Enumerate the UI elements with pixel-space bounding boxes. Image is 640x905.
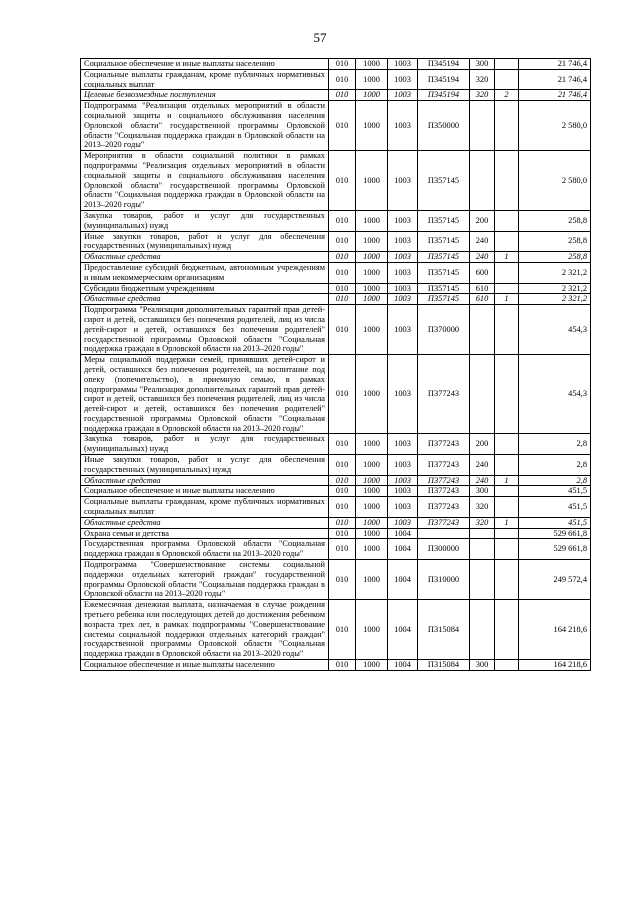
row-funding-source-code xyxy=(495,231,519,252)
row-description: Социальное обеспечение и иные выплаты населению xyxy=(81,59,329,70)
row-expense-type-code: 320 xyxy=(470,497,495,518)
row-description: Целевые безвозмездные поступления xyxy=(81,90,329,101)
row-expense-type-code: 240 xyxy=(470,455,495,476)
row-glava-code: 010 xyxy=(329,660,356,671)
row-description: Областные средства xyxy=(81,252,329,263)
row-razdel-code: 1000 xyxy=(356,294,388,305)
row-razdel-code: 1000 xyxy=(356,69,388,90)
table-row xyxy=(81,101,591,151)
row-target-article-code: П357145 xyxy=(418,231,470,252)
row-funding-source-code xyxy=(495,355,519,434)
row-target-article-code: П357145 xyxy=(418,210,470,231)
row-podrazdel-code: 1003 xyxy=(388,101,418,151)
row-expense-type-code: 200 xyxy=(470,434,495,455)
row-podrazdel-code: 1004 xyxy=(388,600,418,660)
row-expense-type-code: 240 xyxy=(470,231,495,252)
row-target-article-code xyxy=(418,528,470,539)
row-razdel-code: 1000 xyxy=(356,497,388,518)
row-expense-type-code: 320 xyxy=(470,69,495,90)
row-podrazdel-code: 1003 xyxy=(388,455,418,476)
row-expense-type-code xyxy=(470,305,495,355)
row-glava-code: 010 xyxy=(329,497,356,518)
row-funding-source-code xyxy=(495,151,519,211)
row-expense-type-code: 320 xyxy=(470,90,495,101)
row-expense-type-code xyxy=(470,528,495,539)
table-row xyxy=(81,497,591,518)
row-funding-source-code xyxy=(495,101,519,151)
row-funding-source-code: 1 xyxy=(495,252,519,263)
row-funding-source-code: 1 xyxy=(495,517,519,528)
row-glava-code: 010 xyxy=(329,262,356,283)
row-razdel-code: 1000 xyxy=(356,151,388,211)
row-description: Социальные выплаты гражданам, кроме публичных нормативных социальных выплат xyxy=(81,69,329,90)
row-description: Социальное обеспечение и иные выплаты населению xyxy=(81,660,329,671)
row-glava-code: 010 xyxy=(329,475,356,486)
row-razdel-code: 1000 xyxy=(356,101,388,151)
row-target-article-code: П357145 xyxy=(418,262,470,283)
row-description: Областные средства xyxy=(81,517,329,528)
row-expense-type-code: 240 xyxy=(470,252,495,263)
row-description: Областные средства xyxy=(81,475,329,486)
row-target-article-code: П377243 xyxy=(418,355,470,434)
row-glava-code: 010 xyxy=(329,434,356,455)
row-podrazdel-code: 1003 xyxy=(388,283,418,294)
row-razdel-code: 1000 xyxy=(356,600,388,660)
table-row xyxy=(81,600,591,660)
row-glava-code: 010 xyxy=(329,59,356,70)
table-row xyxy=(81,210,591,231)
row-amount: 2 321,2 xyxy=(519,294,591,305)
row-funding-source-code xyxy=(495,455,519,476)
row-funding-source-code xyxy=(495,539,519,560)
row-funding-source-code xyxy=(495,69,519,90)
row-podrazdel-code: 1003 xyxy=(388,517,418,528)
row-description: Подпрограмма "Реализация отдельных мероприятий в области социальной защиты и социального обслуживания населения Орловской области" государственной программы Орловской области "Социальная поддержка граждан в Орловской области на 2013–2020 годы" xyxy=(81,101,329,151)
row-podrazdel-code: 1003 xyxy=(388,231,418,252)
row-razdel-code: 1000 xyxy=(356,210,388,231)
table-row xyxy=(81,486,591,497)
row-razdel-code: 1000 xyxy=(356,517,388,528)
row-podrazdel-code: 1004 xyxy=(388,539,418,560)
row-funding-source-code xyxy=(495,305,519,355)
row-glava-code: 010 xyxy=(329,294,356,305)
row-amount: 164 218,6 xyxy=(519,660,591,671)
row-podrazdel-code: 1003 xyxy=(388,69,418,90)
row-amount: 2 321,2 xyxy=(519,262,591,283)
table-row xyxy=(81,560,591,600)
row-podrazdel-code: 1003 xyxy=(388,497,418,518)
row-razdel-code: 1000 xyxy=(356,283,388,294)
row-amount: 2 580,0 xyxy=(519,151,591,211)
row-target-article-code: П345194 xyxy=(418,90,470,101)
row-razdel-code: 1000 xyxy=(356,252,388,263)
budget-table-body xyxy=(81,59,591,671)
row-podrazdel-code: 1004 xyxy=(388,560,418,600)
row-amount: 2,8 xyxy=(519,434,591,455)
table-row xyxy=(81,475,591,486)
table-row xyxy=(81,294,591,305)
row-podrazdel-code: 1003 xyxy=(388,434,418,455)
row-razdel-code: 1000 xyxy=(356,455,388,476)
row-expense-type-code xyxy=(470,101,495,151)
row-podrazdel-code: 1003 xyxy=(388,355,418,434)
row-expense-type-code: 300 xyxy=(470,660,495,671)
table-row xyxy=(81,305,591,355)
row-glava-code: 010 xyxy=(329,517,356,528)
row-expense-type-code xyxy=(470,600,495,660)
budget-table xyxy=(80,58,591,671)
row-target-article-code: П315084 xyxy=(418,600,470,660)
row-podrazdel-code: 1004 xyxy=(388,660,418,671)
table-row xyxy=(81,262,591,283)
row-description: Закупка товаров, работ и услуг для государственных (муниципальных) нужд xyxy=(81,210,329,231)
row-amount: 529 661,8 xyxy=(519,539,591,560)
row-funding-source-code xyxy=(495,560,519,600)
row-funding-source-code xyxy=(495,59,519,70)
table-row xyxy=(81,69,591,90)
row-funding-source-code: 1 xyxy=(495,294,519,305)
table-row xyxy=(81,252,591,263)
row-razdel-code: 1000 xyxy=(356,355,388,434)
row-razdel-code: 1000 xyxy=(356,262,388,283)
row-amount: 451,5 xyxy=(519,497,591,518)
row-amount: 249 572,4 xyxy=(519,560,591,600)
row-description: Меры социальной поддержки семей, принявших детей-сирот и детей, оставшихся без попечения родителей, на воспитание под опеку (попечительство), в приемную семью, в рамках подпрограммы "Реализация дополнительных гарантий прав детей-сирот и детей, оставшихся без попечения родителей, лиц из числа детей-сирот и детей, оставшихся без попечения родителей" государственной программы Орловской области "Социальная поддержка граждан в Орловской области на 2013–2020 годы" xyxy=(81,355,329,434)
row-podrazdel-code: 1003 xyxy=(388,151,418,211)
row-target-article-code: П310000 xyxy=(418,560,470,600)
row-funding-source-code xyxy=(495,486,519,497)
table-row xyxy=(81,59,591,70)
row-glava-code: 010 xyxy=(329,90,356,101)
row-podrazdel-code: 1003 xyxy=(388,90,418,101)
row-funding-source-code xyxy=(495,497,519,518)
table-row xyxy=(81,528,591,539)
row-expense-type-code: 200 xyxy=(470,210,495,231)
row-funding-source-code xyxy=(495,283,519,294)
row-target-article-code: П377243 xyxy=(418,475,470,486)
row-glava-code: 010 xyxy=(329,252,356,263)
row-podrazdel-code: 1003 xyxy=(388,210,418,231)
row-description: Иные закупки товаров, работ и услуг для обеспечения государственных (муниципальных) нужд xyxy=(81,231,329,252)
row-amount: 454,3 xyxy=(519,305,591,355)
row-description: Субсидии бюджетным учреждениям xyxy=(81,283,329,294)
row-amount: 21 746,4 xyxy=(519,90,591,101)
row-podrazdel-code: 1003 xyxy=(388,305,418,355)
table-row xyxy=(81,434,591,455)
row-expense-type-code: 300 xyxy=(470,59,495,70)
table-row xyxy=(81,539,591,560)
row-amount: 454,3 xyxy=(519,355,591,434)
row-amount: 2,8 xyxy=(519,455,591,476)
row-funding-source-code: 2 xyxy=(495,90,519,101)
row-description: Социальные выплаты гражданам, кроме публичных нормативных социальных выплат xyxy=(81,497,329,518)
row-expense-type-code: 610 xyxy=(470,294,495,305)
row-glava-code: 010 xyxy=(329,455,356,476)
row-amount: 451,5 xyxy=(519,517,591,528)
row-description: Подпрограмма "Совершенствование системы социальной поддержки отдельных категорий граждан" государственной программы Орловской области "Социальная поддержка граждан в Орловской области на 2013–2020 годы" xyxy=(81,560,329,600)
row-expense-type-code xyxy=(470,151,495,211)
row-podrazdel-code: 1003 xyxy=(388,262,418,283)
row-description: Областные средства xyxy=(81,294,329,305)
row-amount: 2,8 xyxy=(519,475,591,486)
row-description: Предоставление субсидий бюджетным, автономным учреждениям и иным некоммерческим организациям xyxy=(81,262,329,283)
row-razdel-code: 1000 xyxy=(356,528,388,539)
row-description: Иные закупки товаров, работ и услуг для обеспечения государственных (муниципальных) нужд xyxy=(81,455,329,476)
row-expense-type-code xyxy=(470,539,495,560)
row-razdel-code: 1000 xyxy=(356,660,388,671)
table-row xyxy=(81,517,591,528)
row-podrazdel-code: 1003 xyxy=(388,252,418,263)
row-glava-code: 010 xyxy=(329,231,356,252)
row-razdel-code: 1000 xyxy=(356,486,388,497)
row-target-article-code: П357145 xyxy=(418,151,470,211)
row-amount: 529 661,8 xyxy=(519,528,591,539)
table-row xyxy=(81,283,591,294)
row-amount: 2 321,2 xyxy=(519,283,591,294)
row-glava-code: 010 xyxy=(329,101,356,151)
row-glava-code: 010 xyxy=(329,539,356,560)
row-funding-source-code: 1 xyxy=(495,475,519,486)
row-target-article-code: П300000 xyxy=(418,539,470,560)
row-amount: 164 218,6 xyxy=(519,600,591,660)
row-glava-code: 010 xyxy=(329,305,356,355)
row-expense-type-code: 320 xyxy=(470,517,495,528)
row-amount: 258,8 xyxy=(519,231,591,252)
row-amount: 451,5 xyxy=(519,486,591,497)
row-description: Государственная программа Орловской области "Социальная поддержка граждан в Орловской области на 2013–2020 годы" xyxy=(81,539,329,560)
row-target-article-code: П357145 xyxy=(418,252,470,263)
table-row xyxy=(81,355,591,434)
row-razdel-code: 1000 xyxy=(356,560,388,600)
row-target-article-code: П345194 xyxy=(418,59,470,70)
row-description: Ежемесячная денежная выплата, назначаемая в случае рождения третьего ребенка или последующих детей до достижения ребенком возраста трех лет, в рамках подпрограммы "Совершенствование системы социальной поддержки отдельных категорий граждан" государственной программы Орловской области "Социальная поддержка граждан в Орловской области на 2013–2020 годы" xyxy=(81,600,329,660)
row-expense-type-code xyxy=(470,355,495,434)
row-target-article-code: П315084 xyxy=(418,660,470,671)
row-razdel-code: 1000 xyxy=(356,90,388,101)
row-target-article-code: П377243 xyxy=(418,517,470,528)
row-razdel-code: 1000 xyxy=(356,59,388,70)
row-amount: 21 746,4 xyxy=(519,69,591,90)
row-razdel-code: 1000 xyxy=(356,475,388,486)
row-funding-source-code xyxy=(495,262,519,283)
row-podrazdel-code: 1004 xyxy=(388,528,418,539)
row-glava-code: 010 xyxy=(329,69,356,90)
row-glava-code: 010 xyxy=(329,283,356,294)
page-number: 57 xyxy=(313,30,327,45)
row-amount: 21 746,4 xyxy=(519,59,591,70)
row-expense-type-code xyxy=(470,560,495,600)
row-description: Социальное обеспечение и иные выплаты населению xyxy=(81,486,329,497)
row-funding-source-code xyxy=(495,434,519,455)
table-row xyxy=(81,660,591,671)
row-target-article-code: П377243 xyxy=(418,455,470,476)
row-expense-type-code: 300 xyxy=(470,486,495,497)
row-expense-type-code: 610 xyxy=(470,283,495,294)
row-glava-code: 010 xyxy=(329,486,356,497)
row-target-article-code: П350000 xyxy=(418,101,470,151)
row-description: Мероприятия в области социальной политики в рамках подпрограммы "Реализация отдельных мероприятий в области социальной защиты и социального обслуживания населения Орловской области" государственной программы Орловской области "Социальная поддержка граждан в Орловской области на 2013–2020 годы" xyxy=(81,151,329,211)
row-description: Закупка товаров, работ и услуг для государственных (муниципальных) нужд xyxy=(81,434,329,455)
row-podrazdel-code: 1003 xyxy=(388,294,418,305)
row-target-article-code: П377243 xyxy=(418,486,470,497)
row-funding-source-code xyxy=(495,210,519,231)
table-row xyxy=(81,455,591,476)
row-expense-type-code: 240 xyxy=(470,475,495,486)
row-razdel-code: 1000 xyxy=(356,305,388,355)
row-podrazdel-code: 1003 xyxy=(388,59,418,70)
table-row xyxy=(81,231,591,252)
row-glava-code: 010 xyxy=(329,151,356,211)
row-amount: 258,8 xyxy=(519,252,591,263)
row-funding-source-code xyxy=(495,660,519,671)
row-glava-code: 010 xyxy=(329,600,356,660)
row-razdel-code: 1000 xyxy=(356,539,388,560)
row-description: Охрана семьи и детства xyxy=(81,528,329,539)
row-target-article-code: П357145 xyxy=(418,294,470,305)
row-target-article-code: П370000 xyxy=(418,305,470,355)
row-expense-type-code: 600 xyxy=(470,262,495,283)
table-row xyxy=(81,90,591,101)
row-target-article-code: П345194 xyxy=(418,69,470,90)
row-description: Подпрограмма "Реализация дополнительных гарантий прав детей-сирот и детей, оставшихся без попечения родителей, лиц из числа детей-сирот и детей, оставшихся без попечения родителей" государственной программы Орловской области "Социальная поддержка граждан в Орловской области на 2013–2020 годы" xyxy=(81,305,329,355)
row-funding-source-code xyxy=(495,528,519,539)
row-funding-source-code xyxy=(495,600,519,660)
row-target-article-code: П377243 xyxy=(418,434,470,455)
row-glava-code: 010 xyxy=(329,560,356,600)
row-amount: 2 580,0 xyxy=(519,101,591,151)
row-podrazdel-code: 1003 xyxy=(388,475,418,486)
table-row xyxy=(81,151,591,211)
row-glava-code: 010 xyxy=(329,210,356,231)
row-razdel-code: 1000 xyxy=(356,231,388,252)
row-target-article-code: П377243 xyxy=(418,497,470,518)
row-target-article-code: П357145 xyxy=(418,283,470,294)
row-glava-code: 010 xyxy=(329,528,356,539)
row-amount: 258,8 xyxy=(519,210,591,231)
row-podrazdel-code: 1003 xyxy=(388,486,418,497)
row-glava-code: 010 xyxy=(329,355,356,434)
row-razdel-code: 1000 xyxy=(356,434,388,455)
